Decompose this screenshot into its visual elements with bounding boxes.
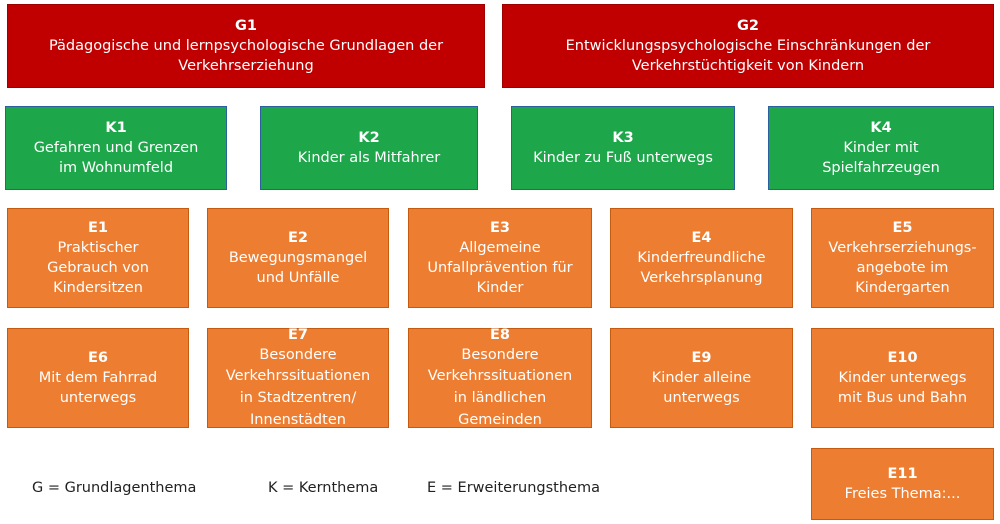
topic-title: Praktischer Gebrauch von Kindersitzen — [47, 240, 149, 296]
topic-box-g2 — [502, 4, 994, 88]
topic-box-k2 — [260, 106, 478, 190]
topic-code: G1 — [235, 18, 257, 34]
topic-title: Besondere Verkehrssituationen in Stadtzentren/ Innenstädten — [225, 346, 371, 428]
topic-box-g1 — [7, 4, 485, 88]
topic-code: E10 — [887, 350, 918, 366]
topic-box-e8 — [408, 328, 592, 428]
topic-code: K4 — [870, 120, 892, 136]
topic-code: K2 — [358, 130, 380, 146]
topic-title: Kinder zu Fuß unterwegs — [533, 150, 713, 166]
topic-code: E7 — [288, 326, 308, 343]
topic-box-e5 — [811, 208, 994, 308]
topic-title: Mit dem Fahrrad unterwegs — [38, 370, 158, 406]
topic-title: Kinder alleine unterwegs — [651, 370, 752, 406]
topic-title: Allgemeine Unfallprävention für Kinder — [427, 240, 573, 296]
topic-code: E3 — [490, 220, 510, 236]
topic-code: K1 — [105, 120, 127, 136]
topic-title: Kinder unterwegs mit Bus und Bahn — [837, 370, 968, 406]
topic-code: E9 — [691, 350, 712, 366]
topic-title: Kinderfreundliche Verkehrsplanung — [637, 250, 766, 286]
topic-code: E11 — [887, 466, 918, 482]
topic-code: E8 — [490, 326, 510, 343]
topic-title: Verkehrserziehungs- angebote im Kindergarten — [828, 240, 977, 296]
topic-title: Kinder mit Spielfahrzeugen — [822, 140, 940, 176]
topic-title: Gefahren und Grenzen im Wohnumfeld — [33, 140, 199, 176]
legend-grundlagenthema: G = Grundlagenthema — [32, 480, 197, 496]
topic-box-k3 — [511, 106, 735, 190]
topic-box-k1 — [5, 106, 227, 190]
topic-box-e10 — [811, 328, 994, 428]
topic-title: Pädagogische und lernpsychologische Grundlagen der Verkehrserziehung — [48, 38, 444, 74]
topic-box-e3 — [408, 208, 592, 308]
legend-kernthema: K = Kernthema — [268, 480, 379, 496]
topic-code: E1 — [88, 220, 108, 236]
topic-title: Bewegungsmangel und Unfälle — [228, 250, 368, 286]
topic-title: Kinder als Mitfahrer — [297, 150, 441, 166]
topic-box-e9 — [610, 328, 793, 428]
topic-box-e2 — [207, 208, 389, 308]
legend-erweiterungsthema: E = Erweiterungsthema — [427, 480, 600, 496]
topic-title: Entwicklungspsychologische Einschränkungen der Verkehrstüchtigkeit von Kindern — [565, 38, 931, 74]
topic-box-e6 — [7, 328, 189, 428]
topic-title: Freies Thema:... — [844, 486, 961, 502]
topic-box-e1 — [7, 208, 189, 308]
topic-code: E4 — [691, 230, 712, 246]
topic-code: E6 — [88, 350, 108, 366]
topic-box-e4 — [610, 208, 793, 308]
topic-code: E2 — [288, 230, 308, 246]
topic-box-e7 — [207, 328, 389, 428]
topic-box-k4 — [768, 106, 994, 190]
topic-box-e11 — [811, 448, 994, 520]
topic-code: G2 — [737, 18, 759, 34]
topic-title: Besondere Verkehrssituationen in ländlichen Gemeinden — [427, 346, 573, 428]
topic-code: E5 — [892, 220, 913, 236]
topic-code: K3 — [612, 130, 634, 146]
